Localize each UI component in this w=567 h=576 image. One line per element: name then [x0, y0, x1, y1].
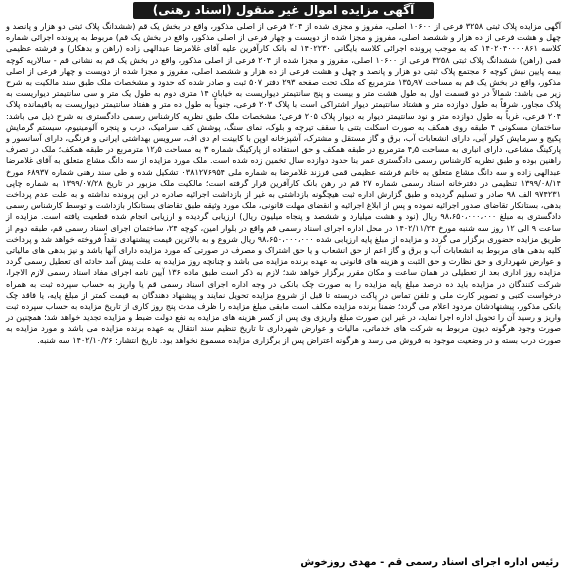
title-bar — [4, 2, 563, 19]
notice-title: آگهی مزایده اموال غیر منقول (اسناد رهنی) — [133, 2, 435, 19]
notice-body: آگهی مزایده پلاک ثبتی ۳۲۵۸ فرعی از ۱۰۶۰۰ اصلی، مفروز و مجزی شده از ۲۰۴ فرعی از اصلی مذکور، واقع در بخش یک قم (ششدانگ پلاک ثبتی دو هزار و پانصد و چهل و هشت فرعی از ده هزار و ششصد اصلی، مفروز و مجزا شده از دویست و چهار فرعی از اصلی مذکور، واقع در بخش یک قم) مربوط به پرونده اجرائی شماره کلاسه ۱۴۰۲۰۴۰۰۰۰۸۶۱ که به موجب پرونده اجرائی کلاسه بایگانی ۱۴۰۲۲۳۰ له بانک کارآفرین علیه آقای غلامرضا عبدالهی زاده (راهن و بدهکار) و فرشته عظیمی قمی (راهن) ششدانگ پلاک ثبتی ۳۲۵۸ فرعی از ۱۰۶۰۰ اصلی، مفروز و مجزا شده از ۲۰۴ فرعی از اصلی مذکور، واقع در بخش یک قم به نشانی قم - سالاریه کوچه بیمه پایین نبش کوچه ۶ مجتمع پلاک ثبتی دو هزار و پانصد و چهل و هشت فرعی از ده هزار و ششصد اصلی، مفروز و مجزا شده از دویست و چهار فرعی از اصلی مذکور، واقع در بخش یک قم به مساحت ۱۳۵٫۹۷ مترمربع که ملک تحت صفحه ۲۹۳ دفتر ۵۰۷ ثبت و صادر شده که حدود و مشخصات ملک طبق سند مالکیت به شرح زیر می باشد: شمالاً در دو قسمت اول به طول هشت متر و بیست و پنج سانتیمتر دیواریست به خیابان ۱۴ متری دوم به طول یک متر و سی سانتیمتر دیواریست به پلاک مجاور، شرقاً به طول دوازده متر و هشتاد سانتیمتر دیوار اشتراکی است با پلاک ۲۰۳ فرعی، جنوباً به طول ده متر و هفتاد سانتیمتر دیواریست به باقیمانده پلاک ۲۰۴ فرعی، غرباً به طول دوازده متر و نود سانتیمتر دیوار به دیوار پلاک ۲۰۵ فرعی؛ مشخصات ملک طبق نظریه کارشناس رسمی دادگستری به شرح ذیل می باشد: ساختمان مسکونی ۴ طبقه روی همکف به صورت اسکلت بتنی با سقف تیرچه و بلوک، نمای سنگ، پوشش کف سرامیک، درب و پنجره آلومینیوم، سیستم گرمایش پکیج و سرمایش کولر آبی، دارای انشعابات آب، برق و گاز مستقل و مشترک، آشپزخانه اوپن با کابینت ام دی اف، سرویس بهداشتی ایرانی و فرنگی، دارای آسانسور و پارکینگ مشاعی، دارای انباری به مساحت ۴٫۵ مترمربع در طبقه همکف و حق استفاده از پارکینگ شماره ۳ به مساحت ۱۲٫۵ مترمربع در طبقه همکف؛ ملک در تصرف راهنین بوده و طبق نظریه کارشناس رسمی دادگستری عمر بنا حدود دوازده سال تخمین زده شده است. ملک مورد مزایده از سه دانگ مشاع متعلق به آقای غلامرضا عبدالهی زاده و سه دانگ مشاع متعلق به خانم فرشته عظیمی قمی فرزند غلامرضا به شماره ملی ۰۳۸۱۲۷۶۹۵۴ تشکیل شده و طی سند رهنی شماره ۶۸۹۳۷ مورخ ۱۳۹۹/۰۸/۱۴ تنظیمی در دفترخانه اسناد رسمی شماره ۲۷ قم در رهن بانک کارآفرین قرار گرفته است؛ مالکیت ملک مزبور در تاریخ ۱۳۹۹/۰۷/۲۸ به شماره چاپی ۹۷۴۲۳۱ الف ۹۸ صادر و تسلیم گردیده و طبق گزارش اداره ثبت هیچگونه بازداشتی به غیر از بازداشت اجرائیه صادره در این پرونده نداشته و به علت عدم پرداخت بدهی، بستانکار تقاضای صدور اجرائیه نموده و پس از ابلاغ اجرائیه و انقضای مهلت قانونی، ملک مورد وثیقه طبق تقاضای بستانکار بازداشت و توسط کارشناس رسمی دادگستری به مبلغ ۹۸،۶۵۰،۰۰۰،۰۰۰ ریال (نود و هشت میلیارد و ششصد و پنجاه میلیون ریال) ارزیابی گردیده و ارزیابی انجام شده قطعیت یافته است. مزایده از ساعت ۹ الی ۱۲ روز سه شنبه مورخ ۱۴۰۲/۱۱/۲۴ در محل اداره اجرای اسناد رسمی قم واقع در بلوار امین، کوچه ۲۴، ساختمان اجرای اسناد رسمی قم، طبقه دوم از طریق مزایده حضوری برگزار می گردد و مزایده از مبلغ پایه ارزیابی شده ۹۸،۶۵۰،۰۰۰،۰۰۰ ریال شروع و به بالاترین قیمت پیشنهادی نقداً فروخته خواهد شد و پرداخت کلیه بدهی های مربوط به انشعابات آب و برق و گاز اعم از حق انشعاب و یا حق اشتراک و مصرف در صورتی که مورد مزایده دارای آنها باشد و نیز بدهی های مالیاتی و عوارض شهرداری و حق نظارت و حق الثبت و هزینه های قانونی به عهده برنده مزایده می باشد و چنانچه روز مزایده به علت پیش آمد حادثه ای تعطیل رسمی گردد مزایده روز اداری بعد از تعطیلی در همان ساعت و مکان مقرر برگزار خواهد شد؛ لازم به ذکر است طبق ماده ۱۳۶ آیین نامه اجرای مفاد اسناد رسمی لازم الاجرا، شرکت کنندگان در مزایده باید ده درصد مبلغ پایه مزایده را به صورت چک بانکی در وجه اداره اجرای اسناد رسمی قم یا واریز به حساب سپرده ثبت به همراه درخواست کتبی و تصویر کارت ملی و تلفن تماس در پاکت دربسته تا قبل از شروع مزایده تحویل نمایند و پیشنهاد دهندگان به قیمت کمتر از مبلغ پایه، یا فاقد چک بانکی مذکور، پیشنهادشان مردود اعلام می گردد؛ ضمناً برنده مزایده مکلف است مابقی مبلغ مزایده را ظرف مدت پنج روز کاری از تاریخ مزایده به حساب سپرده ثبت واریز و رسید آن را تحویل اداره اجرا نماید، در غیر این صورت مبلغ واریزی وی پس از کسر هزینه های مزایده به نفع دولت ضبط و مزایده تجدید خواهد شد؛ همچنین در صورت وجود هرگونه دیون مربوط به شرکت های خدماتی، مالیات و عوارض شهرداری تا تاریخ تنظیم سند انتقال به عهده برنده مزایده می باشد و مورد مزایده به صورت درب بسته و در وضعیت موجود به فروش می رسد و هرگونه اعتراض پس از برگزاری مزایده مسموع نخواهد بود. تاریخ انتشار: ۱۴۰۲/۱۰/۲۶ سه شنبه. — [6, 21, 562, 345]
notice-signature: رئیس اداره اجرای اسناد رسمی قم - مهدی روزخوش — [300, 557, 559, 568]
auction-notice — [4, 2, 563, 572]
